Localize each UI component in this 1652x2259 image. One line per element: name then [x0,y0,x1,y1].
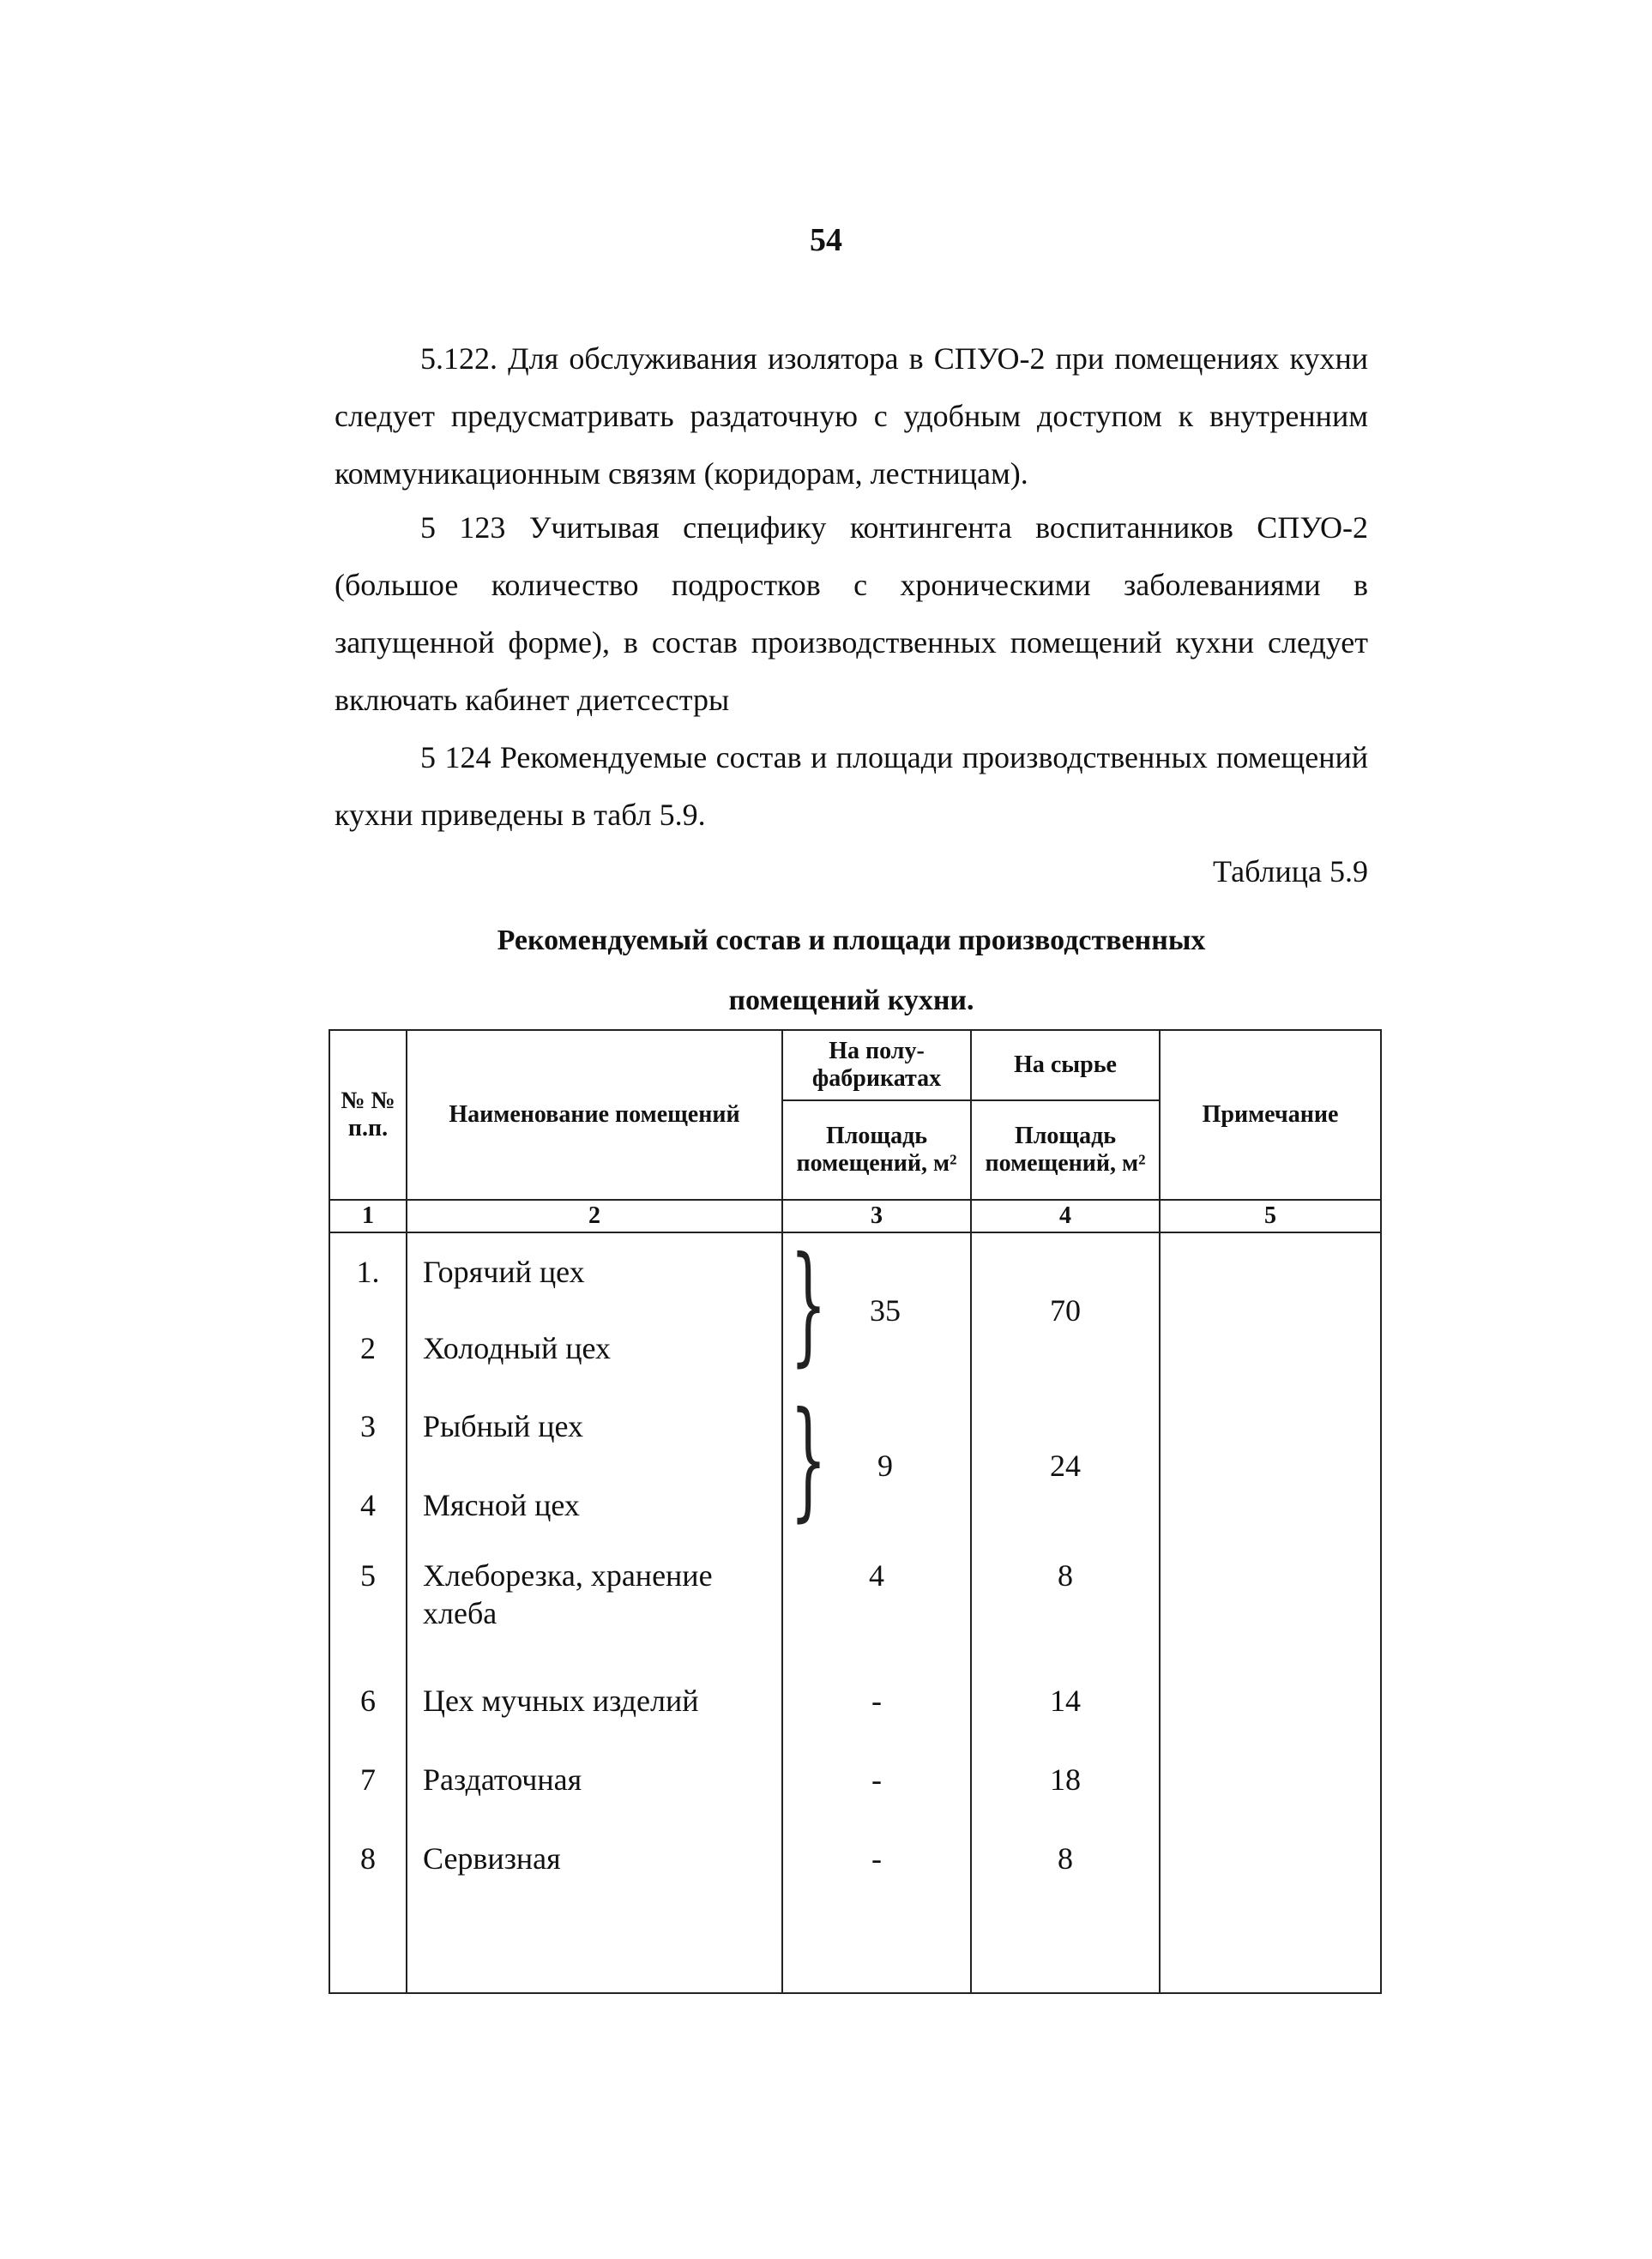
page-number: 54 [810,222,842,258]
row-raw: 8 [971,1819,1160,1898]
header-note: Примечание [1160,1030,1381,1200]
empty-cell [407,1898,782,1993]
table-title-line2: помещений кухни. [728,985,974,1016]
paragraph-5-122 [335,330,1368,503]
row-semi: 4 [782,1545,971,1661]
header-semi: На полу- фабрикатах [782,1030,971,1100]
row-note [1160,1661,1381,1740]
rooms-table [329,1029,1382,1994]
brace-icon: } [790,1230,827,1379]
table-row [329,1661,1381,1740]
empty-cell [1160,1898,1381,1993]
row-name: Рыбный цех [407,1387,782,1466]
row-raw: 18 [971,1740,1160,1819]
table-row [329,1232,1381,1310]
row-num: 7 [329,1740,407,1819]
row-num: 5 [329,1545,407,1661]
paragraph-5-123 [335,499,1368,729]
group2-semi: 9 [877,1449,893,1483]
brace-icon: } [790,1385,827,1534]
group2-semi-cell [782,1387,971,1545]
row-note [1160,1545,1381,1661]
group1-semi: 35 [870,1292,901,1328]
row-name: Цех мучных изделий [407,1661,782,1740]
row-num: 2 [329,1310,407,1387]
row-semi: - [782,1661,971,1740]
table-row [329,1740,1381,1819]
group1-raw: 70 [971,1232,1160,1387]
table-title-line1: Рекомендуемый состав и площади производственных [497,925,1206,956]
row-num: 3 [329,1387,407,1466]
group2-note [1160,1387,1381,1545]
row-name: Раздаточная [407,1740,782,1819]
paragraph-text: 5 123 Учитывая специфику контингента воспитанников СПУО-2 (большое количество подростков с хроническими заболеваниями в запущенной форме), в состав производственных помещений кухни следует включать кабинет диетсестры [335,510,1368,717]
row-name: Хлеборезка, хранение хлеба [407,1545,782,1661]
table-row [329,1545,1381,1661]
paragraph-5-124 [335,729,1368,844]
row-semi: - [782,1740,971,1819]
row-name: Холодный цех [407,1310,782,1387]
group2-raw: 24 [971,1387,1160,1545]
group1-note [1160,1232,1381,1387]
col-number-1: 1 [329,1200,407,1232]
table-label: Таблица 5.9 [1213,854,1368,889]
row-raw: 14 [971,1661,1160,1740]
header-raw: На сырье [971,1030,1160,1100]
header-num: № № п.п. [329,1030,407,1200]
col-number-2: 2 [407,1200,782,1232]
header-semi-area: Площадь помещений, м² [782,1100,971,1200]
table-row [329,1387,1381,1466]
row-note [1160,1740,1381,1819]
row-name: Сервизная [407,1819,782,1898]
row-num: 6 [329,1661,407,1740]
header-name: Наименование помещений [407,1030,782,1200]
col-number-4: 4 [971,1200,1160,1232]
empty-cell [329,1898,407,1993]
table-row-empty [329,1898,1381,1993]
paragraph-text: 5.122. Для обслуживания изолятора в СПУО-2 при помещениях кухни следует предусматривать раздаточную с удобным доступом к внутренним коммуникационным связям (коридорам, лестницам). [335,341,1368,491]
row-num: 1. [329,1232,407,1310]
header-raw-area: Площадь помещений, м² [971,1100,1160,1200]
col-number-3: 3 [782,1200,971,1232]
row-name: Горячий цех [407,1232,782,1310]
row-note [1160,1819,1381,1898]
row-semi: - [782,1819,971,1898]
table-title [335,911,1368,1031]
group1-semi-cell [782,1232,971,1387]
table-row [329,1819,1381,1898]
row-num: 8 [329,1819,407,1898]
row-num: 4 [329,1466,407,1545]
paragraph-text: 5 124 Рекомендуемые состав и площади производственных помещений кухни приведены в табл 5.9. [335,740,1368,832]
col-number-5: 5 [1160,1200,1381,1232]
empty-cell [971,1898,1160,1993]
empty-cell [782,1898,971,1993]
row-name: Мясной цех [407,1466,782,1545]
row-raw: 8 [971,1545,1160,1661]
